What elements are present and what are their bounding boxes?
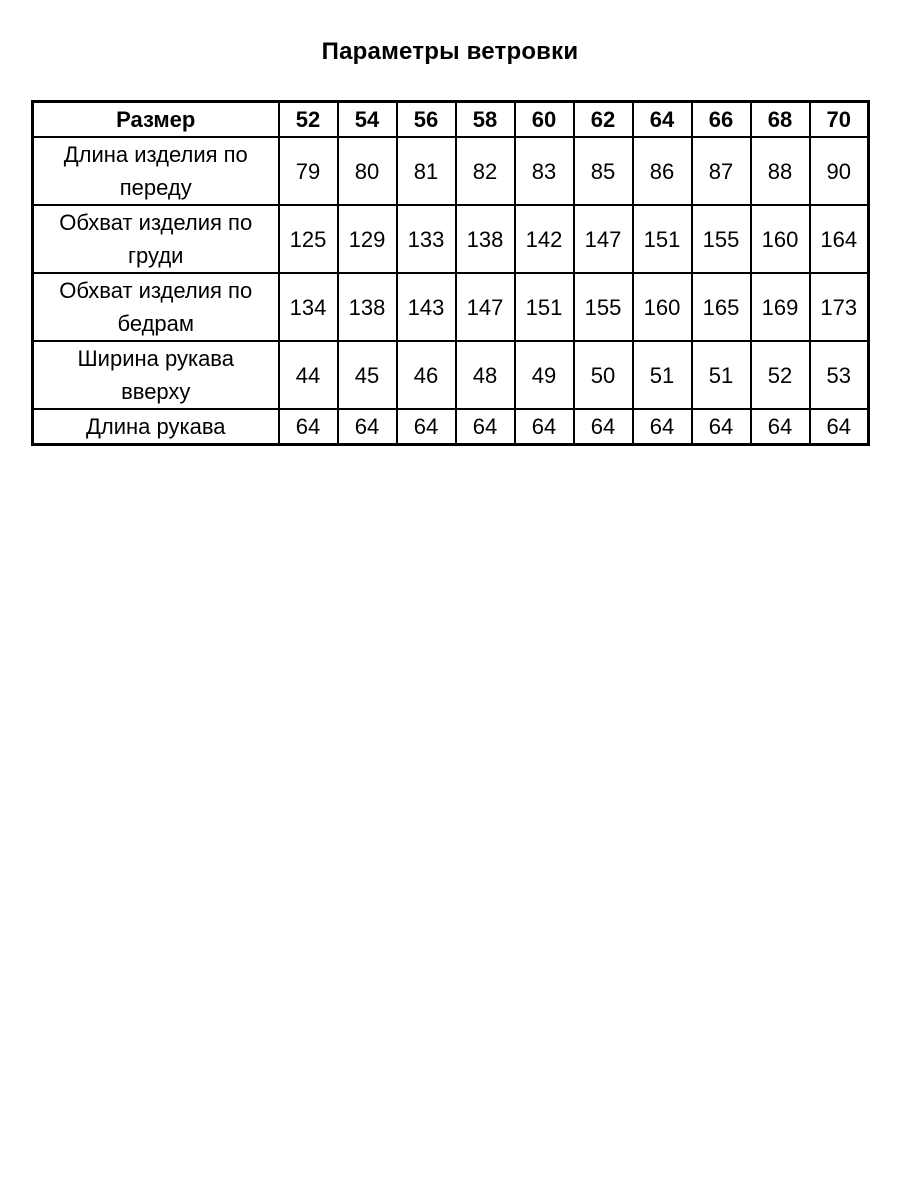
value-cell: 90 bbox=[810, 137, 869, 205]
value-cell: 164 bbox=[810, 205, 869, 273]
value-cell: 160 bbox=[633, 273, 692, 341]
value-cell: 83 bbox=[515, 137, 574, 205]
value-cell: 134 bbox=[279, 273, 338, 341]
value-cell: 138 bbox=[456, 205, 515, 273]
page-title: Параметры ветровки bbox=[321, 38, 579, 65]
value-cell: 169 bbox=[751, 273, 810, 341]
value-cell: 125 bbox=[279, 205, 338, 273]
value-cell: 64 bbox=[692, 409, 751, 445]
value-cell: 87 bbox=[692, 137, 751, 205]
value-cell: 82 bbox=[456, 137, 515, 205]
value-cell: 64 bbox=[279, 409, 338, 445]
value-cell: 80 bbox=[338, 137, 397, 205]
value-cell: 46 bbox=[397, 341, 456, 409]
value-cell: 64 bbox=[633, 409, 692, 445]
table-row bbox=[33, 273, 869, 341]
size-header-cell: 52 bbox=[279, 102, 338, 138]
row-label-line: Обхват изделия по bbox=[59, 278, 253, 303]
table-row bbox=[33, 205, 869, 273]
value-cell: 129 bbox=[338, 205, 397, 273]
size-header-cell: 56 bbox=[397, 102, 456, 138]
value-cell: 143 bbox=[397, 273, 456, 341]
row-label-line: Длина рукава bbox=[85, 414, 226, 439]
row-label-line: вверху bbox=[121, 379, 191, 404]
size-header-cell: 64 bbox=[633, 102, 692, 138]
table-row bbox=[33, 409, 869, 445]
value-cell: 64 bbox=[515, 409, 574, 445]
row-label-line: груди bbox=[128, 243, 184, 268]
value-cell: 147 bbox=[574, 205, 633, 273]
value-cell: 147 bbox=[456, 273, 515, 341]
row-label bbox=[33, 137, 279, 205]
size-header-label: Размер bbox=[33, 102, 279, 138]
value-cell: 173 bbox=[810, 273, 869, 341]
value-cell: 48 bbox=[456, 341, 515, 409]
value-cell: 133 bbox=[397, 205, 456, 273]
value-cell: 155 bbox=[692, 205, 751, 273]
size-header-cell: 62 bbox=[574, 102, 633, 138]
value-cell: 79 bbox=[279, 137, 338, 205]
row-label-line: бедрам bbox=[117, 311, 195, 336]
value-cell: 155 bbox=[574, 273, 633, 341]
value-cell: 151 bbox=[515, 273, 574, 341]
row-label bbox=[33, 205, 279, 273]
row-label-line: переду bbox=[119, 175, 192, 200]
value-cell: 165 bbox=[692, 273, 751, 341]
size-header-cell: 68 bbox=[751, 102, 810, 138]
value-cell: 53 bbox=[810, 341, 869, 409]
table-row bbox=[33, 341, 869, 409]
size-header-cell: 66 bbox=[692, 102, 751, 138]
size-chart-table bbox=[31, 100, 870, 446]
value-cell: 85 bbox=[574, 137, 633, 205]
value-cell: 151 bbox=[633, 205, 692, 273]
size-header-cell: 54 bbox=[338, 102, 397, 138]
table-header-row bbox=[33, 102, 869, 138]
row-label-line: Длина изделия по bbox=[63, 142, 248, 167]
row-label-line: Обхват изделия по bbox=[59, 210, 253, 235]
value-cell: 138 bbox=[338, 273, 397, 341]
value-cell: 51 bbox=[633, 341, 692, 409]
value-cell: 64 bbox=[456, 409, 515, 445]
table-row bbox=[33, 137, 869, 205]
row-label bbox=[33, 409, 279, 445]
value-cell: 64 bbox=[751, 409, 810, 445]
value-cell: 160 bbox=[751, 205, 810, 273]
value-cell: 64 bbox=[810, 409, 869, 445]
row-label bbox=[33, 341, 279, 409]
row-label bbox=[33, 273, 279, 341]
size-header-cell: 58 bbox=[456, 102, 515, 138]
value-cell: 51 bbox=[692, 341, 751, 409]
value-cell: 52 bbox=[751, 341, 810, 409]
value-cell: 88 bbox=[751, 137, 810, 205]
value-cell: 44 bbox=[279, 341, 338, 409]
value-cell: 64 bbox=[397, 409, 456, 445]
value-cell: 86 bbox=[633, 137, 692, 205]
value-cell: 64 bbox=[338, 409, 397, 445]
value-cell: 50 bbox=[574, 341, 633, 409]
value-cell: 142 bbox=[515, 205, 574, 273]
row-label-line: Ширина рукава bbox=[77, 346, 234, 371]
size-header-cell: 70 bbox=[810, 102, 869, 138]
size-header-cell: 60 bbox=[515, 102, 574, 138]
value-cell: 64 bbox=[574, 409, 633, 445]
value-cell: 49 bbox=[515, 341, 574, 409]
value-cell: 81 bbox=[397, 137, 456, 205]
value-cell: 45 bbox=[338, 341, 397, 409]
